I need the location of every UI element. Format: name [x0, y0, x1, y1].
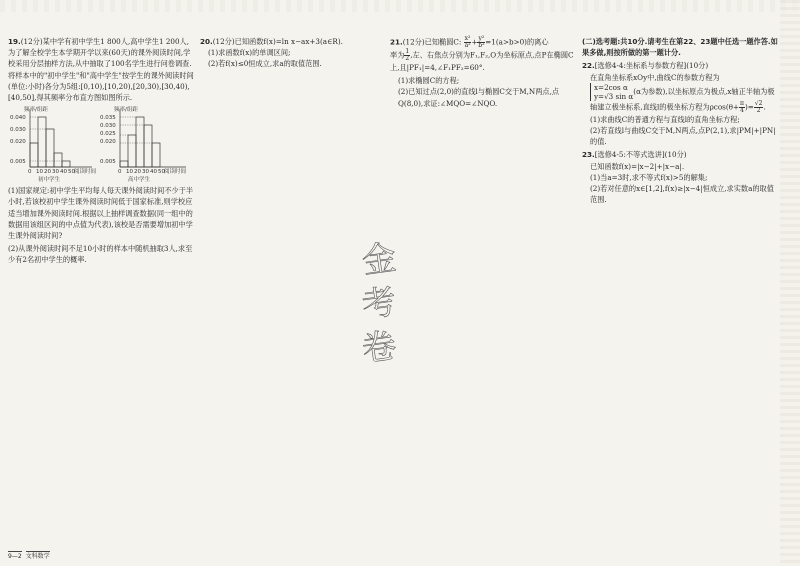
histo1-xtick: 30 [52, 169, 59, 176]
q23-number: 23. [582, 150, 595, 160]
histo2-xtick: 40 [150, 169, 157, 176]
question-19 [8, 36, 194, 268]
top-edge-shadow [0, 0, 800, 12]
q21-part2: (2)已知过点(2,0)的直线l与椭圆C交于M,N两点,点Q(8,0),求证:∠MQO=∠NQO. [398, 87, 560, 108]
histo2-bar [152, 143, 160, 167]
histo1-bar [46, 129, 54, 167]
q22-body: 在直角坐标系xOy中,曲线C的参数方程为 x=2cos α y=√3 sin α(α为参数),以坐标原点为极点,x轴正半轴为极轴建立极坐标系,直线l的极坐标方程为ρcos(θ+ $\frac{\pi}{4}$ )= $\frac{√2}{2}$ . [590, 72, 775, 114]
q20-part2: (2)若f(x)≤0恒成立,求a的取值范围. [208, 59, 322, 69]
histo2-xtick: 10 [126, 169, 133, 176]
histo2-xtick: 20 [134, 169, 141, 176]
right-edge-shadow [780, 0, 800, 566]
q19-part2: (2)从课外阅读时间不足10小时的样本中随机抽取3人,求至少有2名初中学生的概率. [8, 244, 193, 265]
q20-part1: (1)求函数f(x)的单调区间; [208, 48, 291, 58]
histo1-bar [54, 153, 62, 167]
q22-parametric-system: x=2cos α y=√3 sin α [590, 83, 633, 101]
histo2-ytick: 0.035 [100, 115, 116, 122]
q22-fraction-pi: $\frac{\pi}{4}$ [740, 99, 744, 114]
histo2-bar [144, 125, 152, 167]
q21-fraction-y: $\frac{\text{y²}}{\text{b²}}$ [478, 35, 485, 49]
q23-heading: [选修4-5:不等式选讲](10分) [594, 150, 687, 160]
histo2-bar [120, 161, 128, 167]
q22-fraction-root: $\frac{√2}{2}$ [754, 99, 763, 114]
q23-statement: 已知函数f(x)=|x−2|+|x−a|. [590, 161, 685, 171]
histo1-xtick: 40 [60, 169, 67, 176]
q21-text-c: 率为 [390, 50, 405, 60]
histo2-bar [136, 117, 144, 167]
histo1-ylabel: 频率/组距 [24, 107, 48, 114]
histo1-bar [62, 161, 70, 167]
q21-text-d: ,左、右焦点分别为F₁,F₂,O为坐标原点,点P在椭圆C上,且|PF₁|=4,∠F₁PF₂=60°. [390, 50, 574, 72]
footer-page-number: 9—2 [8, 553, 22, 560]
q21-text-b: =1(a>b>0)的离心 [485, 37, 549, 47]
histo1-xtick: 50 [68, 169, 75, 176]
histo1-ytick: 0.040 [10, 115, 26, 122]
histo2-xlabel: 阅读时间 [164, 169, 187, 176]
histo1-xtick: 10 [36, 169, 43, 176]
question-21 [390, 36, 578, 109]
histo2-caption: 高中学生 [128, 177, 151, 184]
q19-text: (12分)某中学有初中学生1 800人,高中学生1 200人,为了解全校学生本学期开学以来(60天)的课外阅读时间,学校采用分层抽样方法,从中抽取了100名学生进行问卷调查.将样本中的"初中学生"和"高中学生"按学生的课外阅读时间(单位:小时)各分为5组:[0,10),[10,20),[20,30),[30,40),[40,50],得其频率分布直方图如图所示. [8, 37, 194, 103]
footer-subject: 文科数学 [25, 553, 50, 560]
questions-22-23 [582, 36, 778, 205]
histogram-senior [100, 105, 192, 183]
histo1-ytick: 0.020 [10, 139, 26, 146]
q20-text: (12分)已知函数f(x)=ln x−ax+3(a∈R). [212, 37, 343, 46]
q21-number: 21. [390, 37, 403, 47]
histo2-ytick: 0.020 [100, 139, 116, 146]
histo1-caption: 初中学生 [38, 177, 61, 184]
watermark-stamp: 金 考 卷 [359, 237, 399, 370]
q21-plus: + [471, 37, 478, 47]
histo2-ytick: 0.030 [100, 123, 116, 130]
histo1-ytick: 0.005 [10, 159, 26, 166]
question-20 [200, 36, 380, 70]
histo1-xtick: 20 [44, 169, 51, 176]
q19-part1: (1)国家规定:初中学生平均每人每天课外阅读时间不少于半小时,若该校初中学生课外阅读时间低于国家标准,则学校应适当增加课外阅读时间.根据以上抽样调查数据(同一组中的数据用该组区间的中点值为代表),该校是否需要增加初中学生课外阅读时间? [8, 186, 194, 241]
q22-part1: (1)求曲线C的普通方程与直线l的直角坐标方程; [590, 114, 740, 124]
q23-part1: (1)当a=3时,求不等式f(x)>5的解集; [590, 172, 708, 182]
elective-intro: (二)选考题:共10分.请考生在第22、23题中任选一题作答.如果多做,则按所做的第一题计分. [582, 37, 778, 58]
histo2-xtick: 0 [118, 169, 122, 176]
q21-part1: (1)求椭圆C的方程; [398, 76, 460, 86]
q21-fraction-x: $\frac{\text{x²}}{\text{a²}}$ [464, 35, 471, 49]
histo1-xlabel: 阅读时间 [74, 169, 97, 176]
q22-number: 22. [582, 61, 595, 71]
histo2-xtick: 30 [142, 169, 149, 176]
histo2-ytick: 0.005 [100, 159, 116, 166]
page-footer [8, 551, 54, 560]
histo1-ytick: 0.030 [10, 127, 26, 134]
q22-heading: [选修4-4:坐标系与参数方程](10分) [594, 61, 709, 71]
histo2-ylabel: 频率/组距 [114, 107, 138, 114]
histo2-xtick: 50 [158, 169, 165, 176]
histo2-ytick: 0.025 [100, 131, 116, 138]
q22-part2: (2)若直线l与曲线C交于M,N两点,点P(2,1),求|PM|+|PN|的值. [590, 126, 776, 147]
histogram-junior [10, 105, 98, 183]
histo1-bar [38, 117, 46, 167]
q21-fraction-e: $\frac{1}{2}$ [405, 48, 410, 62]
q20-number: 20. [200, 37, 213, 46]
histo1-bar [30, 143, 38, 167]
q23-part2: (2)若对任意的x∈[1,2],f(x)≥|x−4|恒成立,求实数a的取值范围. [590, 184, 774, 205]
q19-number: 19. [8, 37, 21, 46]
q21-text-a: (12分)已知椭圆C: [402, 37, 462, 47]
histograms [8, 105, 194, 183]
histo1-xtick: 0 [28, 169, 32, 176]
histo2-bar [128, 135, 136, 167]
